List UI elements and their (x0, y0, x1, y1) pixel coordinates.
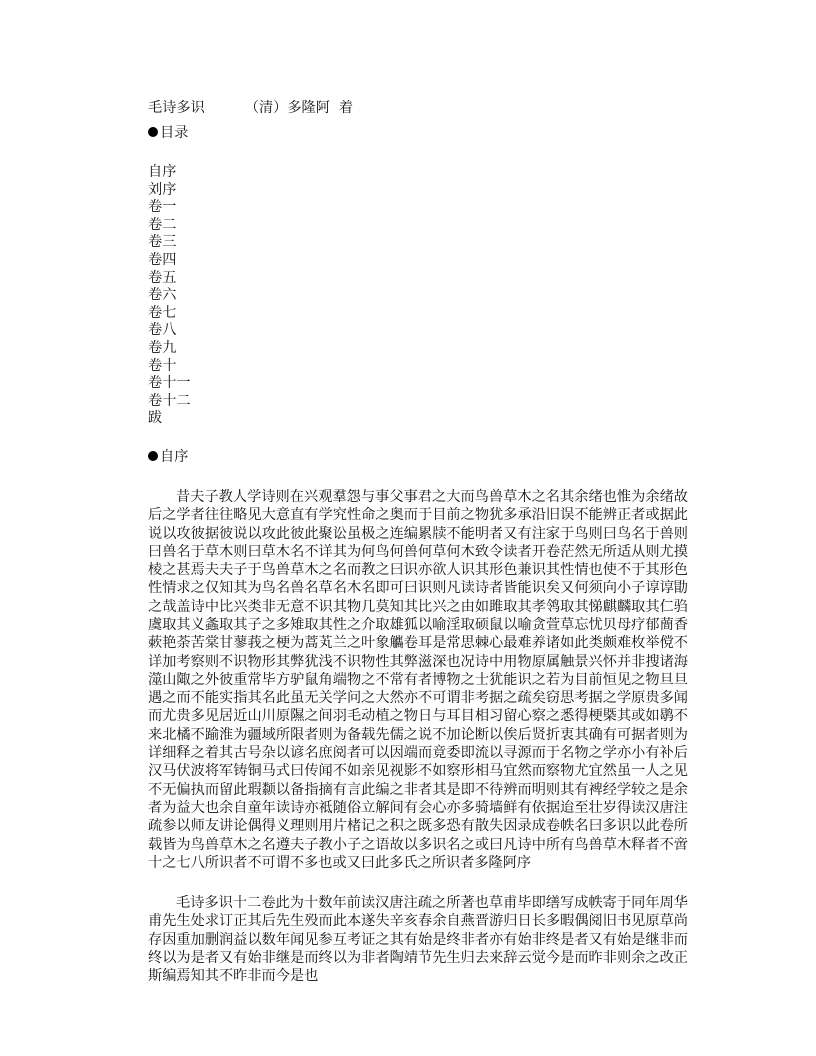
toc-heading-label: 目录 (160, 125, 189, 141)
toc-heading (148, 124, 688, 142)
toc-item-juan-1[interactable]: 卷一 (148, 199, 177, 216)
toc-item-juan-12[interactable]: 卷十二 (148, 392, 191, 409)
toc-item-juan-10[interactable]: 卷十 (148, 357, 177, 374)
author-line: （清）多隆阿 着 (244, 100, 354, 116)
toc-item-juan-4[interactable]: 卷四 (148, 251, 177, 268)
toc-item-juan-2[interactable]: 卷二 (148, 216, 177, 233)
toc-item-juan-7[interactable]: 卷七 (148, 304, 177, 321)
toc-item-ba[interactable]: 跋 (148, 410, 163, 427)
bullet-icon (148, 127, 158, 137)
table-of-contents (148, 164, 688, 428)
document-body (148, 124, 688, 986)
preface-paragraph-1: 昔夫子教人学诗则在兴观羣怨与事父事君之大而鸟兽草木之名其余绪也惟为余绪故后之学者往往略见大意直有学究性命之奥而于目前之物犹多承沿旧误不能辨正者或据此说以攻彼据彼说以攻此彼此聚讼虽极之连编累牍不能明者又有注家于鸟则曰鸟名于兽则曰兽名于草木则曰草木名不详其为何鸟何兽何草何木致令读者开卷茫然无所适从则尤摸棱之甚焉夫夫子于鸟兽草木之名而教之曰识亦欲人识其形色兼识其性情也使不于其形色性情求之仅知其为鸟名兽名草名木名即可曰识则凡读诗者皆能识矣又何须向小子谆谆勖之哉盖诗中比兴类非无意不识其物几莫知其比兴之由如雎取其孝鸰取其悌麒麟取其仁驺虞取其义螽取其子之多雉取其性之介取雄狐以喻淫取硕鼠以喻贪萱草忘忧贝母疗郁蕳香蔌艳荼苦棠甘蓼莪之梗为蒿芄兰之叶象觿卷耳是常思棘心最难养诸如此类颇难枚举傥不详加考察则不识物形其弊犹浅不识物性其弊滋深也况诗中用物原属触景兴怀并非搜诸海澨山陬之外彼重常毕方驴鼠角端物之不常有者博物之士犹能识之若为目前恒见之物旦旦遇之而不能实指其名此虽无关学问之大然亦不可谓非考据之疏矣窃思考据之学原贵多闻而尤贵多见居近山川原隰之间羽毛动植之物日与耳目相习留心察之悉得梗槩其或如鹖不来北橘不踰淮为疆域所限者则为备载先儒之说不加论断以俟后贤折衷其确有可据者则为详细释之着其古号杂以谚名庶阅者可以因端而竟委即流以寻源而于名物之学亦小有补后汉马伏波将军铸铜马式曰传闻不如亲见视影不如察形相马宜然而察物尤宜然虽一人之见不无偏执而留此瑕颣以备指摘有言此编之非者其是即不待辨而明则其有裨经学较之是余者为益大也余自童年读诗亦祗随俗立解间有会心亦多骑墙鲜有依据迨至壮岁得读汉唐注疏参以师友讲论偶得义理则用片楮记之积之既多恐有散失因录成卷帙名曰多识以此卷所载皆为鸟兽草木之名遵夫子教小子之语故以多识名之或曰凡诗中所有鸟兽草木释者不啻十之七八所识者不可谓不多也或又曰此多氏之所识者多隆阿序 (148, 488, 688, 871)
toc-item-juan-5[interactable]: 卷五 (148, 269, 177, 286)
book-title: 毛诗多识 (148, 100, 205, 116)
toc-item-juan-11[interactable]: 卷十一 (148, 375, 191, 392)
toc-item-juan-8[interactable]: 卷八 (148, 322, 177, 339)
preface-heading (148, 448, 688, 466)
preface-heading-label: 自序 (160, 448, 189, 465)
toc-item-juan-3[interactable]: 卷三 (148, 234, 177, 251)
document-title-line (148, 99, 353, 117)
bullet-icon (148, 451, 158, 461)
toc-item-zixu[interactable]: 自序 (148, 164, 177, 180)
toc-item-juan-9[interactable]: 卷九 (148, 339, 177, 356)
preface-paragraph-2: 毛诗多识十二卷此为十数年前读汉唐注疏之所著也草甫毕即缮写成帙寄于同年周华甫先生处求订正其后先生殁而此本遂失辛亥春余自燕晋游归日长多暇偶阅旧书见原草尚存因重加删润益以数年闻见参互考证之其有始是终非者亦有始非终是者又有始是继非而终以为是者又有始非继是而终以为非者陶靖节先生归去来辞云觉今是而昨非则余之改正斯编焉知其不昨非而今是也 (148, 895, 688, 985)
toc-item-juan-6[interactable]: 卷六 (148, 287, 177, 304)
toc-item-liuxu[interactable]: 刘序 (148, 181, 177, 198)
